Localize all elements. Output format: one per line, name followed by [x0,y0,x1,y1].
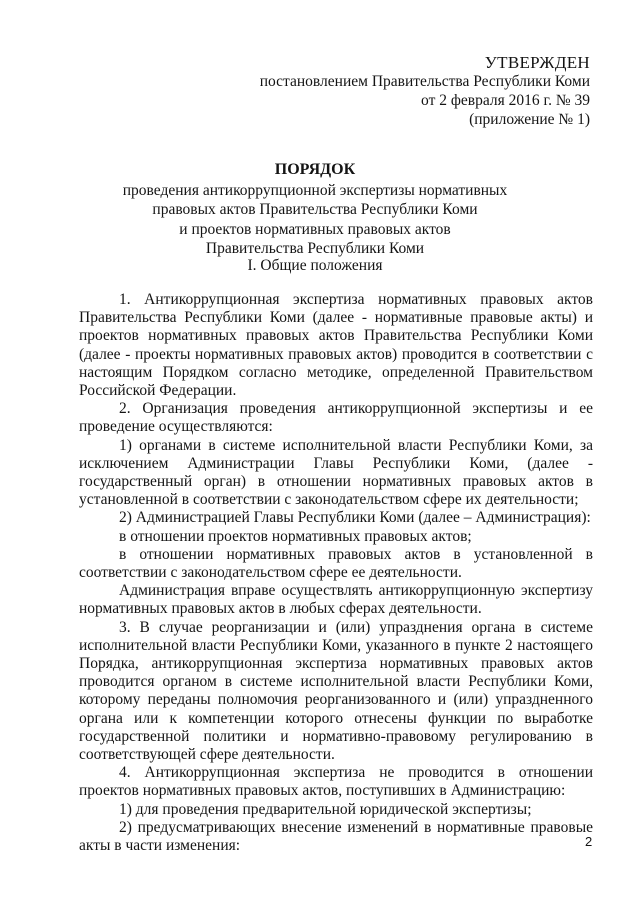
body-paragraph: 1) для проведения предварительной юридической экспертизы; [119,800,532,818]
approval-line: постановлением Правительства Республики Коми [259,73,590,90]
body-paragraph: 1. Антикоррупционная экспертиза нормативных правовых актов Правительства Республики Коми (далее - нормативные правовые акты) и проектов нормативных правовых актов Правительства Республики Коми (далее - проекты нормативных правовых актов) проводится в соответствии с настоящим Порядком согласно методике, определенной Правительством Российской Федерации. [79,291,593,400]
body-paragraph: 2. Организация проведения антикоррупционной экспертизы и ее проведение осуществляются: [79,400,593,436]
document-title-block [100,160,530,259]
body-paragraph: в отношении нормативных правовых актов в установленной в соответствии с законодательством сфере ее деятельности. [79,545,593,582]
page-number: 2 [585,834,593,849]
approval-line: от 2 февраля 2016 г. № 39 [421,92,590,109]
body-paragraph: 1) органами в системе исполнительной власти Республики Коми, за исключением Администрации Главы Республики Коми, (далее - государственный орган) в отношении нормативных правовых актов в установленной в соответствии с законодательством сфере их деятельности; [79,436,593,509]
body-paragraph: 4. Антикоррупционная экспертиза не проводится в отношении проектов нормативных правовых актов, поступивших в Администрацию: [79,764,593,800]
body-paragraph: 2) предусматривающих внесение изменений в нормативные правовые акты в части изменения: [79,818,593,855]
title-line: и проектов нормативных правовых актов [179,220,451,238]
body-paragraph: 3. В случае реорганизации и (или) упразднения органа в системе исполнительной власти Республики Коми, указанного в пункте 2 настоящего Порядка, антикоррупционная экспертиза нормативных правовых актов проводится органом в системе исполнительной власти Республики Коми, которому переданы полномочия реорганизованного и (или) упраздненного органа или к компетенции которого отнесены функции по выработке государственной политики и нормативно-правовому регулированию в соответствующей сфере деятельности. [79,618,593,764]
body-paragraph: в отношении проектов нормативных правовых актов; [119,527,472,545]
section-heading: I. Общие положения [247,257,383,274]
body-paragraph: Администрация вправе осуществлять антикоррупционную экспертизу нормативных правовых актов в любых сферах деятельности. [79,582,593,618]
body-paragraph: 2) Администрацией Главы Республики Коми (далее – Администрация): [119,509,591,527]
document-title: ПОРЯДОК [274,161,356,178]
approval-heading: УТВЕРЖДЕН [484,53,590,72]
approval-line: (приложение № 1) [469,111,590,128]
approval-stamp [260,53,590,129]
title-line: правовых актов Правительства Республики Коми [152,201,478,218]
document-body [79,291,593,855]
title-line: Правительства Республики Коми [205,240,425,257]
title-line: проведения антикоррупционной экспертизы нормативных [122,181,508,199]
